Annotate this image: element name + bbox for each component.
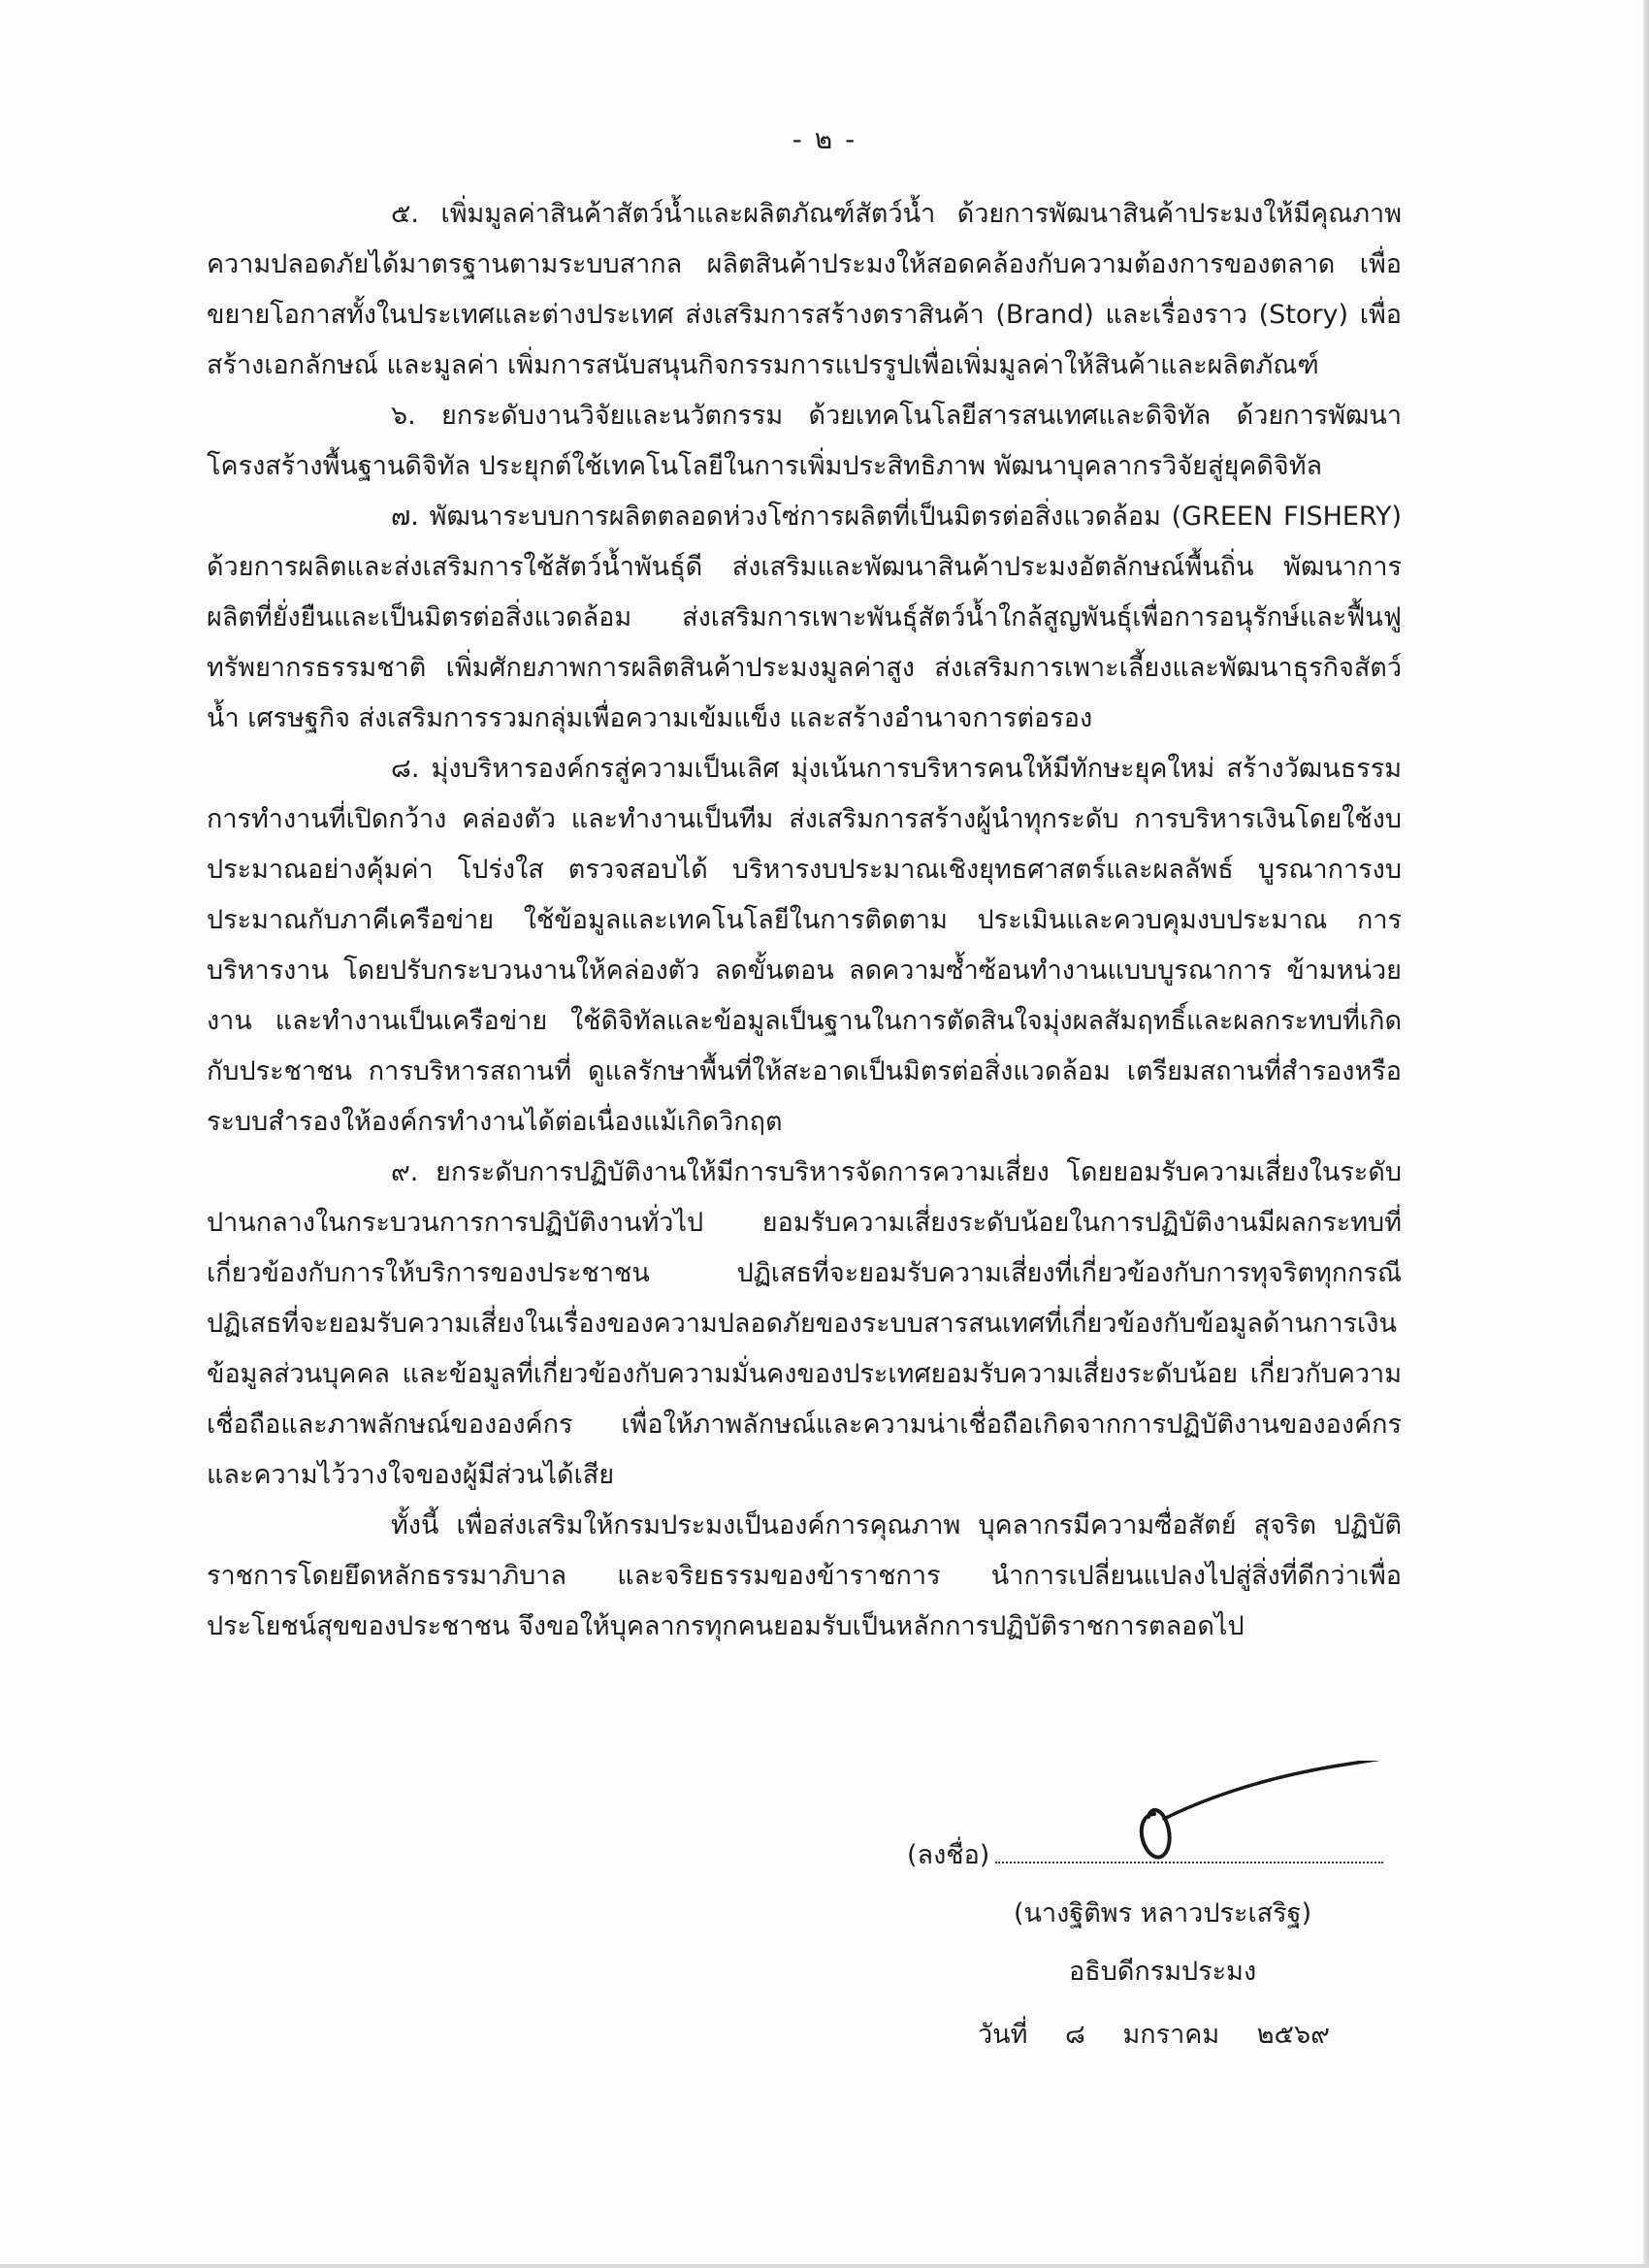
paragraph-9: ๙. ยกระดับการปฏิบัติงานให้มีการบริหารจัดการความเสี่ยง โดยยอมรับความเสี่ยงในระดับปานกลางในกระบวนการการปฏิบัติงานทั่วไป ยอมรับความเสี่ยงระดับน้อยในการปฏิบัติงานมีผลกระทบที่เกี่ยวข้องกับการให้บริการของประชาชน ปฏิเสธที่จะยอมรับความเสี่ยงที่เกี่ยวข้องกับการทุจริตทุกกรณี ปฏิเสธที่จะยอมรับความเสี่ยงในเรื่องของความปลอดภัยของระบบสารสนเทศที่เกี่ยวข้องกับข้อมูลด้านการเงิน ข้อมูลส่วนบุคคล และข้อมูลที่เกี่ยวข้องกับความมั่นคงของประเทศยอมรับความเสี่ยงระดับน้อย เกี่ยวกับความเชื่อถือและภาพลักษณ์ขององค์กร เพื่อให้ภาพลักษณ์และความน่าเชื่อถือเกิดจากการปฏิบัติงานขององค์กรและความไว้วางใจของผู้มีส่วนได้เสีย (207, 1157, 1402, 1490)
signature-dotted-line (995, 1840, 1383, 1863)
paragraph-7: ๗. พัฒนาระบบการผลิตตลอดห่วงโซ่การผลิตที่เป็นมิตรต่อสิ่งแวดล้อม (GREEN FISHERY) ด้วยการผลิตและส่งเสริมการใช้สัตว์น้ำพันธุ์ดี ส่งเสริมและพัฒนาสินค้าประมงอัตลักษณ์พื้นถิ่น พัฒนาการผลิตที่ยั่งยืนและเป็นมิตรต่อสิ่งแวดล้อม ส่งเสริมการเพาะพันธุ์สัตว์น้ำใกล้สูญพันธุ์เพื่อการอนุรักษ์และฟื้นฟูทรัพยากรธรรมชาติ เพิ่มศักยภาพการผลิตสินค้าประมงมูลค่าสูง ส่งเสริมการเพาะเลี้ยงและพัฒนาธุรกิจสัตว์น้ำ เศรษฐกิจ ส่งเสริมการรวมกลุ่มเพื่อความเข้มแข็ง และสร้างอำนาจการต่อรอง (207, 502, 1402, 733)
page-number: - ๒ - (792, 123, 857, 155)
date-line (978, 2013, 1359, 2055)
date-label: วันที่ (978, 2020, 1028, 2050)
date-day: ๘ (1065, 2020, 1085, 2050)
scan-edge-right (1643, 0, 1649, 2268)
paragraph-5: ๕. เพิ่มมูลค่าสินค้าสัตว์น้ำและผลิตภัณฑ์สัตว์น้ำ ด้วยการพัฒนาสินค้าประมงให้มีคุณภาพ ความปลอดภัยได้มาตรฐานตามระบบสากล ผลิตสินค้าประมงให้สอดคล้องกับความต้องการของตลาด เพื่อขยายโอกาสทั้งในประเทศและต่างประเทศ ส่งเสริมการสร้างตราสินค้า (Brand) และเรื่องราว (Story) เพื่อสร้างเอกลักษณ์ และมูลค่า เพิ่มการสนับสนุนกิจกรรมการแปรรูปเพื่อเพิ่มมูลค่าให้สินค้าและผลิตภัณฑ์ (207, 199, 1402, 380)
scan-edge-bottom (0, 2264, 1649, 2268)
paragraph-8: ๘. มุ่งบริหารองค์กรสู่ความเป็นเลิศ มุ่งเน้นการบริหารคนให้มีทักษะยุคใหม่ สร้างวัฒนธรรมการทำงานที่เปิดกว้าง คล่องตัว และทำงานเป็นทีม ส่งเสริมการสร้างผู้นำทุกระดับ การบริหารเงินโดยใช้งบประมาณอย่างคุ้มค่า โปร่งใส ตรวจสอบได้ บริหารงบประมาณเชิงยุทธศาสตร์และผลลัพธ์ บูรณาการงบประมาณกับภาคีเครือข่าย ใช้ข้อมูลและเทคโนโลยีในการติดตาม ประเมินและควบคุมงบประมาณ การบริหารงาน โดยปรับกระบวนงานให้คล่องตัว ลดขั้นตอน ลดความซ้ำซ้อนทำงานแบบบูรณาการ ข้ามหน่วยงาน และทำงานเป็นเครือข่าย ใช้ดิจิทัลและข้อมูลเป็นฐานในการตัดสินใจมุ่งผลสัมฤทธิ์และผลกระทบที่เกิดกับประชาชน การบริหารสถานที่ ดูแลรักษาพื้นที่ให้สะอาดเป็นมิตรต่อสิ่งแวดล้อม เตรียมสถานที่สำรองหรือระบบสำรองให้องค์กรทำงานได้ต่อเนื่องแม้เกิดวิกฤต (207, 754, 1402, 1137)
signer-name: (นางฐิติพร หลาวประเสริฐ) (1014, 1898, 1312, 1928)
paragraph-closing: ทั้งนี้ เพื่อส่งเสริมให้กรมประมงเป็นองค์การคุณภาพ บุคลากรมีความซื่อสัตย์ สุจริต ปฏิบัติราชการโดยยึดหลักธรรมาภิบาล และจริยธรรมของข้าราชการ นำการเปลี่ยนแปลงไปสู่สิ่งที่ดีกว่าเพื่อประโยชน์สุขของประชาชน จึงขอให้บุคลากรทุกคนยอมรับเป็นหลักการปฏิบัติราชการตลอดไป (207, 1510, 1402, 1641)
paragraph-6: ๖. ยกระดับงานวิจัยและนวัตกรรม ด้วยเทคโนโลยีสารสนเทศและดิจิทัล ด้วยการพัฒนาโครงสร้างพื้นฐานดิจิทัล ประยุกต์ใช้เทคโนโลยีในการเพิ่มประสิทธิภาพ พัฒนาบุคลากรวิจัยสู่ยุคดิจิทัล (207, 401, 1402, 481)
document-body (207, 189, 1402, 1652)
signer-position: อธิบดีกรมประมง (1069, 1957, 1257, 1987)
date-month: มกราคม (1122, 2020, 1220, 2050)
signature-line (907, 1833, 1383, 1875)
sign-label: (ลงชื่อ) (907, 1840, 990, 1870)
date-year: ๒๕๖๙ (1256, 2020, 1330, 2050)
